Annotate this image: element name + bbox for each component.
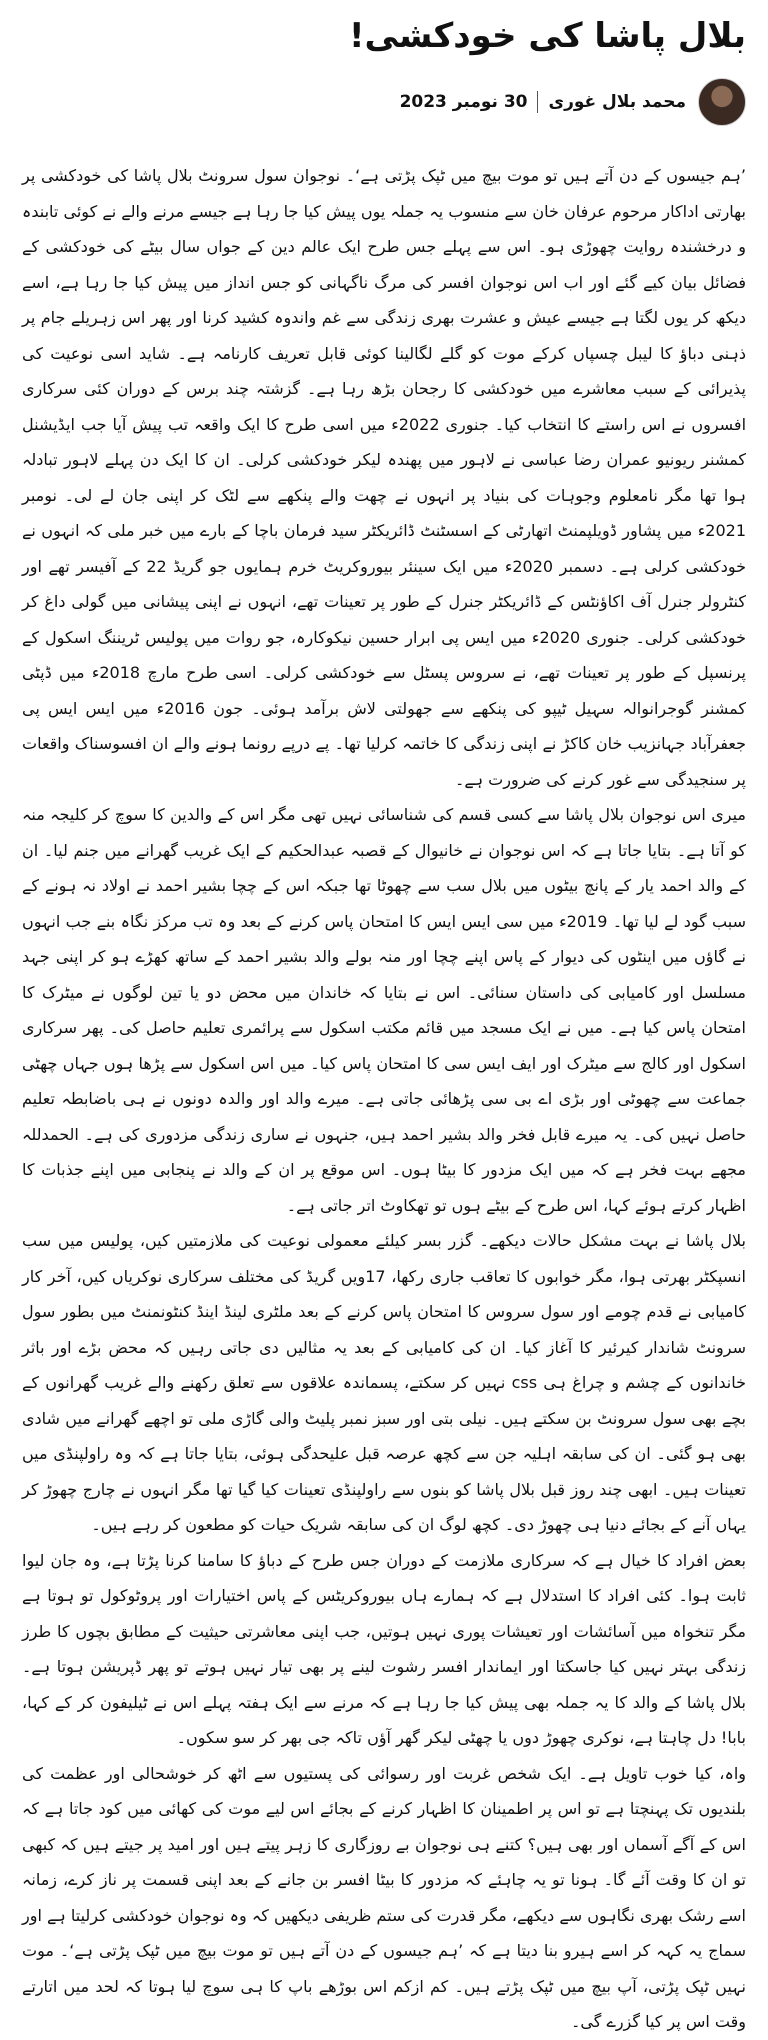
byline [22, 76, 746, 128]
paragraph-5: واہ، کیا خوب تاویل ہے۔ ایک شخص غربت اور رسوائی کی پستیوں سے اٹھ کر خوشحالی اور عظمت کی بلندیوں تک پہنچتا ہے تو اس پر اطمینان کا اظہار کرنے کے بجائے اس لیے موت کی کھائی میں کود جاتا ہے کہ اس کے آگے آسماں اور بھی ہیں؟ کتنے ہی نوجوان بے روزگاری کا زہر پیتے ہیں اور امید پر جیتے ہیں کہ کبھی تو ان کا وقت آئے گا۔ ہونا تو یہ چاہئے کہ مزدور کا بیٹا افسر بن جانے کے بعد اپنی قسمت پر ناز کرے، زمانہ اسے رشک بھری نگاہوں سے دیکھے، مگر قدرت کی ستم ظریفی دیکھیں کہ وہ نوجوان خودکشی کرلیتا ہے اور سماج یہ کہہ کر اسے ہیرو بنا دیتا ہے کہ ’ہم جیسوں کے دن آتے ہیں تو موت بیچ میں ٹپک پڑتی ہے‘۔ موت نہیں ٹپک پڑتی، آپ بیچ میں ٹپک پڑتے ہیں۔ کم ازکم اس بوڑھے باپ کا ہی سوچ لیا ہوتا کہ لحد میں اتارتے وقت اس پر کیا گزرے گی۔ [22, 1763, 746, 2031]
article-body [22, 158, 746, 2040]
article-title: بلال پاشا کی خودکشی! [348, 16, 746, 56]
paragraph-2: میری اس نوجوان بلال پاشا سے کسی قسم کی شناسائی نہیں تھی مگر اس کے والدین کا سوچ کر کلیجہ منہ کو آتا ہے۔ بتایا جاتا ہے کہ اس نوجوان نے خانیوال کے قصبہ عبدالحکیم کے ایک غریب گھرانے میں جنم لیا۔ ان کے والد احمد یار کے پانچ بیٹوں میں بلال سب سے چھوٹا تھا جبکہ اس کے چچا بشیر احمد نے اولاد نہ ہونے کے سبب گود لے لیا تھا۔ 2019ء میں سی ایس ایس کا امتحان پاس کرنے کے بعد وہ تب مرکز نگاہ بنے جب انہوں نے گاؤں میں اینٹوں کی دیوار کے پاس اپنے چچا اور منہ بولے والد بشیر احمد کے ساتھ کھڑے ہو کر اپنی جہد مسلسل اور کامیابی کی داستان سنائی۔ اس نے بتایا کہ خاندان میں محض دو یا تین لوگوں نے میٹرک کا امتحان پاس کیا ہے۔ میں نے ایک مسجد میں قائم مکتب اسکول سے پرائمری تعلیم حاصل کی۔ پھر سرکاری اسکول اور کالج سے میٹرک اور ایف ایس سی کا امتحان پاس کیا۔ میں اس اسکول سے پڑھا ہوں جہاں چھٹی جماعت سے چھوٹی اور بڑی اے بی سی پڑھائی جاتی ہے۔ میرے والد اور والدہ دونوں نے ہی باضابطہ تعلیم حاصل نہیں کی۔ یہ میرے قابل فخر والد بشیر احمد ہیں، جنہوں نے ساری زندگی مزدوری کی ہے۔ الحمدللہ مجھے بہت فخر ہے کہ میں ایک مزدور کا بیٹا ہوں۔ اس موقع پر ان کے والد نے پنجابی میں اپنے جذبات کا اظہار کرتے ہوئے کہا، اس طرح کے بیٹے ہوں تو تھکاوٹ اتر جاتی ہے۔ [22, 805, 747, 1215]
byline-divider [537, 91, 538, 113]
paragraph-3: بلال پاشا نے بہت مشکل حالات دیکھے۔ گزر بسر کیلئے معمولی نوعیت کی ملازمتیں کیں، پولیس میں سب انسپکٹر بھرتی ہوا، مگر خوابوں کا تعاقب جاری رکھا، 17ویں گریڈ کی مختلف سرکاری نوکریاں کیں، آخر کار کامیابی نے قدم چومے اور سول سروس کا امتحان پاس کرنے کے بعد ملٹری لینڈ اینڈ کنٹونمنٹ میں بطور سول سرونٹ شاندار کیرئیر کا آغاز کیا۔ ان کی کامیابی کے بعد یہ مثالیں دی جاتی رہیں کہ محض بڑے اور باثر خاندانوں کے چشم و چراغ ہی css نہیں کر سکتے، پسماندہ علاقوں سے تعلق رکھنے والے غریب گھرانوں کے بچے بھی سول سرونٹ بن سکتے ہیں۔ نیلی بتی اور سبز نمبر پلیٹ والی گاڑی ملی تو اچھے گھرانے میں شادی بھی ہو گئی۔ ان کی سابقہ اہلیہ جن سے کچھ عرصہ قبل علیحدگی ہوئی، بتایا جاتا ہے کہ وہ راولپنڈی میں تعینات ہیں۔ ابھی چند روز قبل بلال پاشا کو بنوں سے راولپنڈی تعینات کیا گیا تھا مگر انہوں نے چارج چھوڑ کر یہاں آنے کے بجائے دنیا ہی چھوڑ دی۔ کچھ لوگ ان کی سابقہ شریک حیات کو مطعون کر رہے ہیں۔ [22, 1231, 747, 1534]
paragraph-4: بعض افراد کا خیال ہے کہ سرکاری ملازمت کے دوران جس طرح کے دباؤ کا سامنا کرنا پڑتا ہے، وہ جان لیوا ثابت ہوا۔ کئی افراد کا استدلال ہے کہ ہمارے ہاں بیوروکریٹس کے پاس اختیارات اور پروٹوکول تو ہوتا ہے مگر تنخواہ میں آسائشات اور تعیشات پوری نہیں ہوتیں، جب اپنی معاشرتی حیثیت کے مطابق بچوں کا طرز زندگی بہتر نہیں کیا جاسکتا اور ایماندار افسر رشوت لینے پر بھی تیار نہیں ہوتے تو پھر ڈپریشن ہوتا ہے۔ بلال پاشا کے والد کا یہ جملہ بھی پیش کیا جا رہا ہے کہ مرنے سے ایک ہفتہ پہلے اس نے ٹیلیفون کر کے کہا، بابا! دل چاہتا ہے، نوکری چھوڑ دوں یا چھٹی لیکر گھر آؤں تاکہ جی بھر کر سو سکوں۔ [22, 1550, 747, 1747]
paragraph-1: ’ہم جیسوں کے دن آتے ہیں تو موت بیچ میں ٹپک پڑتی ہے‘۔ نوجوان سول سرونٹ بلال پاشا کی خودکشی پر بھارتی اداکار مرحوم عرفان خان سے منسوب یہ جملہ یوں پیش کیا جا رہا ہے جیسے مرنے والے نے کوئی تابندہ و درخشندہ روایت چھوڑی ہو۔ اس سے پہلے جس طرح ایک عالم دین کے جواں سال بیٹے کی خودکشی کے فضائل بیان کیے گئے اور اب اس نوجوان افسر کی مرگ ناگہانی کو جس انداز میں پیش کیا جا رہا ہے، اسے دیکھ کر یوں لگتا ہے جیسے عیش و عشرت بھری زندگی سے غم واندوہ کشید کرنا اور پھر اس زہریلے جام پر ذہنی دباؤ کا لیبل چسپاں کرکے موت کو گلے لگالینا کوئی قابل تعریف کارنامہ ہے۔ شاید اسی نوعیت کی پذیرائی کے سبب معاشرے میں خودکشی کا رجحان بڑھ رہا ہے۔ گزشتہ چند برس کے دوران کئی سرکاری افسروں نے اس راستے کا انتخاب کیا۔ جنوری 2022ء میں اسی طرح کا ایک واقعہ تب پیش آیا جب ایڈیشنل کمشنر ریونیو عمران رضا عباسی نے لاہور میں پھندہ لیکر خودکشی کرلی۔ ان کا ایک دن پہلے لاہور تبادلہ ہوا تھا مگر نامعلوم وجوہات کی بنیاد پر انہوں نے چھت والے پنکھے سے لٹک کر اپنی جان لے لی۔ نومبر 2021ء میں پشاور ڈویلپمنٹ اتھارٹی کے اسسٹنٹ ڈائریکٹر سید فرمان باچا کے بارے میں خبر ملی کہ انہوں نے خودکشی کرلی ہے۔ دسمبر 2020ء میں ایک سینئر بیوروکریٹ خرم ہمایوں جو گریڈ 22 کے آفیسر تھے اور کنٹرولر جنرل آف اکاؤنٹس کے ڈائریکٹر جنرل کے طور پر تعینات تھے، انہوں نے اپنی پیشانی میں گولی داغ کر خودکشی کرلی۔ جنوری 2020ء میں ایس پی ابرار حسین نیکوکارہ، جو روات میں پولیس ٹریننگ اسکول کے پرنسپل کے طور پر تعینات تھے، نے سروس پسٹل سے خودکشی کرلی۔ اسی طرح مارچ 2018ء میں ڈپٹی کمشنر گوجرانوالہ سہیل ٹیپو کی پنکھے سے جھولتی لاش برآمد ہوئی۔ جون 2016ء میں ایس ایس پی جعفرآباد جہانزیب خان کاکڑ نے اپنی زندگی کا خاتمہ کرلیا تھا۔ پے درپے رونما ہونے والے ان افسوسناک واقعات پر سنجیدگی سے غور کرنے کی ضرورت ہے۔ [22, 166, 747, 789]
publish-date: 30 نومبر 2023 [399, 92, 528, 112]
author-avatar [698, 78, 746, 126]
author-name[interactable]: محمد بلال غوری [548, 92, 686, 112]
